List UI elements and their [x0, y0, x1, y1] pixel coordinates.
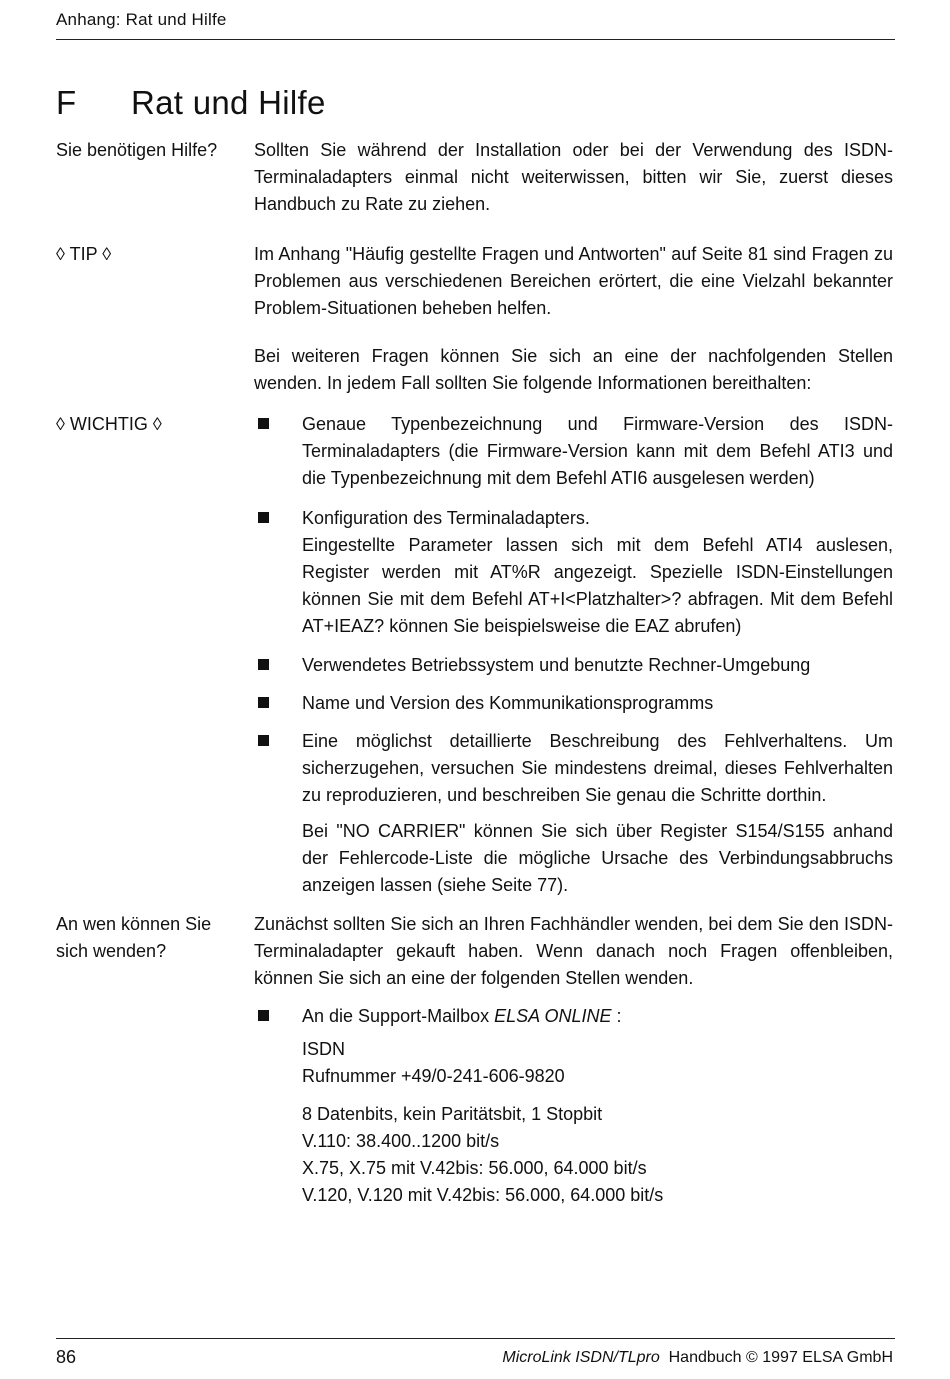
margin-contact-line: An wen können Sie: [56, 914, 212, 934]
margin-contact-line: sich wenden?: [56, 941, 167, 961]
list-item-text: [302, 505, 893, 640]
footer-product: MicroLink ISDN/TLpro: [502, 1349, 660, 1366]
list-item-text: Verwendetes Betriebssystem und benutzte Rechner-Umgebung: [302, 655, 811, 675]
bullet-square-icon: [258, 697, 269, 708]
connection-settings: [302, 1101, 893, 1209]
page-number: 86: [56, 1347, 77, 1367]
further-questions-paragraph: Bei weiteren Fragen können Sie sich an eine der nachfolgenden Stellen wenden. In jedem Fall sollten Sie folgende Informationen bereithalten:: [254, 346, 893, 393]
footer-imprint: [502, 1349, 893, 1367]
setting-line: X.75, X.75 mit V.42bis: 56.000, 64.000 bit/s: [302, 1158, 647, 1178]
intro-paragraph: Sollten Sie während der Installation oder bei der Verwendung des ISDN-Terminaladapters einmal nicht weiterwissen, bitten wir Sie, zuerst dieses Handbuch zu Rate zu ziehen.: [254, 140, 893, 214]
footer-rest: Handbuch © 1997 ELSA GmbH: [668, 1349, 893, 1366]
config-heading: Konfiguration des Terminaladapters.: [302, 508, 590, 528]
list-item-text: Name und Version des Kommunikationsprogramms: [302, 693, 714, 713]
list-item-text: Genaue Typenbezeichnung und Firmware-Version des ISDN-Terminaladapters (die Firmware-Version kann mit dem Befehl ATI3 und die Typenbezeichnung mit dem Befehl ATI6 ausgelesen werden): [302, 414, 893, 488]
margin-important: ◊ WICHTIG ◊: [56, 414, 162, 434]
list-item-text: Eine möglichst detaillierte Beschreibung des Fehlverhaltens. Um sicherzugehen, versuchen Sie mindestens dreimal, dieses Fehlverhalten zu reproduzieren, und beschreiben Sie genau die Schritte dorthin.: [302, 731, 893, 805]
support-phone: Rufnummer +49/0-241-606-9820: [302, 1066, 565, 1086]
support-mailbox-text: [302, 1003, 893, 1090]
support-mailbox-line: [302, 1003, 893, 1030]
chapter-letter: F: [56, 84, 77, 121]
no-carrier-paragraph: Bei "NO CARRIER" können Sie sich über Register S154/S155 anhand der Fehlercode-Liste die mögliche Ursache des Verbindungsabbruchs anzeigen lassen (siehe Seite 77).: [302, 821, 893, 895]
header-rule: [56, 39, 895, 40]
bullet-square-icon: [258, 512, 269, 523]
support-isdn: ISDN: [302, 1039, 346, 1059]
chapter-name: Rat und Hilfe: [131, 84, 326, 121]
setting-line: 8 Datenbits, kein Paritätsbit, 1 Stopbit: [302, 1104, 603, 1124]
contact-paragraph: Zunächst sollten Sie sich an Ihren Fachhändler wenden, bei dem Sie den ISDN-Terminaladapter gekauft haben. Wenn danach noch Fragen offenbleiben, können Sie sich an eine der folgenden Stellen wenden.: [254, 914, 893, 988]
tip-paragraph: Im Anhang "Häufig gestellte Fragen und Antworten" auf Seite 81 sind Fragen zu Problemen aus verschiedenen Bereichen erörtert, die eine Vielzahl bekannter Problem-Situationen beheben helfen.: [254, 244, 893, 318]
bullet-square-icon: [258, 1010, 269, 1021]
support-prefix: An die Support-Mailbox: [302, 1006, 495, 1026]
footer-rule: [56, 1338, 895, 1339]
margin-tip: ◊ TIP ◊: [56, 244, 112, 264]
setting-line: V.120, V.120 mit V.42bis: 56.000, 64.000 bit/s: [302, 1185, 664, 1205]
config-details: Eingestellte Parameter lassen sich mit dem Befehl ATI4 auslesen, Register werden mit AT%R angezeigt. Spezielle ISDN-Einstellungen können Sie mit dem Befehl AT+I<Platzhalter>? abfragen. Mit dem Befehl AT+IEAZ? können Sie beispielsweise die EAZ abrufen): [302, 535, 893, 636]
bullet-square-icon: [258, 418, 269, 429]
running-head: Anhang: Rat und Hilfe: [56, 10, 227, 29]
setting-line: V.110: 38.400..1200 bit/s: [302, 1131, 500, 1151]
margin-need-help: Sie benötigen Hilfe?: [56, 140, 218, 160]
support-suffix: :: [611, 1006, 622, 1026]
support-name: ELSA ONLINE: [494, 1006, 612, 1026]
chapter-title: [56, 84, 326, 122]
bullet-square-icon: [258, 659, 269, 670]
margin-contact: [56, 911, 246, 965]
bullet-square-icon: [258, 735, 269, 746]
